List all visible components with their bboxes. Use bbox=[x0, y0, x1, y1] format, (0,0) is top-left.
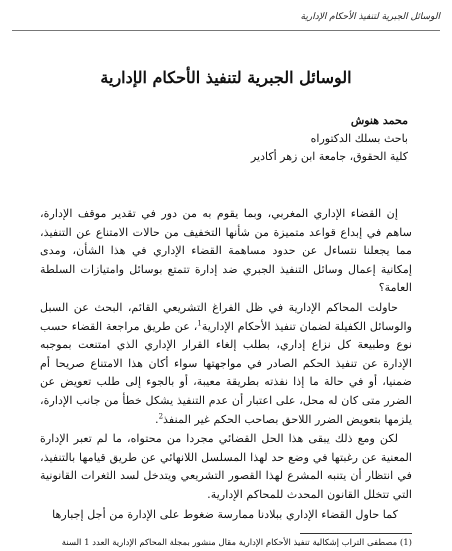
author-block bbox=[251, 112, 408, 166]
author-name: محمد هنوش bbox=[350, 114, 408, 127]
document-title: الوسائل الجبرية لتنفيذ الأحكام الإدارية bbox=[100, 68, 352, 87]
paragraph bbox=[40, 430, 412, 504]
paragraph bbox=[40, 205, 412, 298]
running-header: الوسائل الجبرية لتنفيذ الأحكام الإدارية bbox=[300, 12, 440, 22]
footnote: (1) مصطفى التراب إشكالية تنفيذ الأحكام الإدارية مقال منشور بمجلة المحاكم الإدارية العدد 1 السنة bbox=[61, 538, 412, 548]
paragraph-text: لكن ومع ذلك يبقى هذا الحل القضائي مجردا من محتواه، ما لم تعبر الإدارة المعنية عن رغبتها في وضع حد لهذا المسلسل اللانهائي عن طريق قيامها بالتنفيذ، في انتظار أن يتنبه المشرع لهذا القصور التشريعي ويتدخل لسد الثغرات القانونية التي تتخلل القانون المحدث للمحاكم الإدارية. bbox=[40, 432, 412, 501]
footnote-marker[interactable]: 1 bbox=[197, 318, 202, 327]
paragraph-text: . bbox=[155, 412, 159, 426]
author-affiliation: كلية الحقوق، جامعة ابن زهر أكادير bbox=[250, 150, 408, 163]
paragraph-text: ، عن طريق مراجعة القضاء حسب نوع وطبيعة كل نزاع إداري، بطلب إلغاء القرار الإداري الذي امتنعت بموجبه الإدارة عن تنفيذ الحكم الصادر في مواجهتها سواء أكان هذا الامتناع صريحا أم ضمنيا، أو في حالة ما إذا نفذته بطريقة معيبة، أو بالجوء إلى طلب تعويض عن الضرر متى كان له محل، على اعتبار أن عدم التنفيذ يشكل خطأ من جانب الإدارة، يلزمها بتعويض الضرر اللاحق بصاحب الحكم غير المنفذ bbox=[40, 319, 412, 426]
paragraph-text: إن القضاء الإداري المغربي، وبما يقوم به من دور في تقدير موقف الإدارة، ساهم في إبداع قواعد متميزة من شأنها التخفيف من حالات الامتناع عن التنفيذ، مما يجعلنا نتساءل عن حدود مساهمة القضاء الإداري في هذا الشأن، ومدى إمكانية إعمال وسائل التنفيذ الجبري ضد إدارة تتمتع بوسائل وامتيازات السلطة العامة؟ bbox=[40, 207, 412, 295]
header-divider bbox=[12, 30, 440, 31]
body-text bbox=[40, 205, 412, 524]
footnote-divider bbox=[300, 533, 412, 534]
author-position: باحث بسلك الدكتوراه bbox=[310, 132, 408, 145]
paragraph bbox=[40, 299, 412, 429]
footnote-marker[interactable]: 2 bbox=[158, 411, 164, 420]
paragraph-text: حاولت المحاكم الإدارية في ظل الفراغ التشريعي القائم، البحث عن السبل والوسائل الكفيلة لضمان تنفيذ الأحكام الإدارية bbox=[40, 300, 412, 333]
paragraph-text: كما حاول القضاء الإداري ببلادنا ممارسة ضغوط على الإدارة من أجل إجبارها bbox=[52, 507, 398, 521]
paragraph bbox=[40, 506, 412, 525]
